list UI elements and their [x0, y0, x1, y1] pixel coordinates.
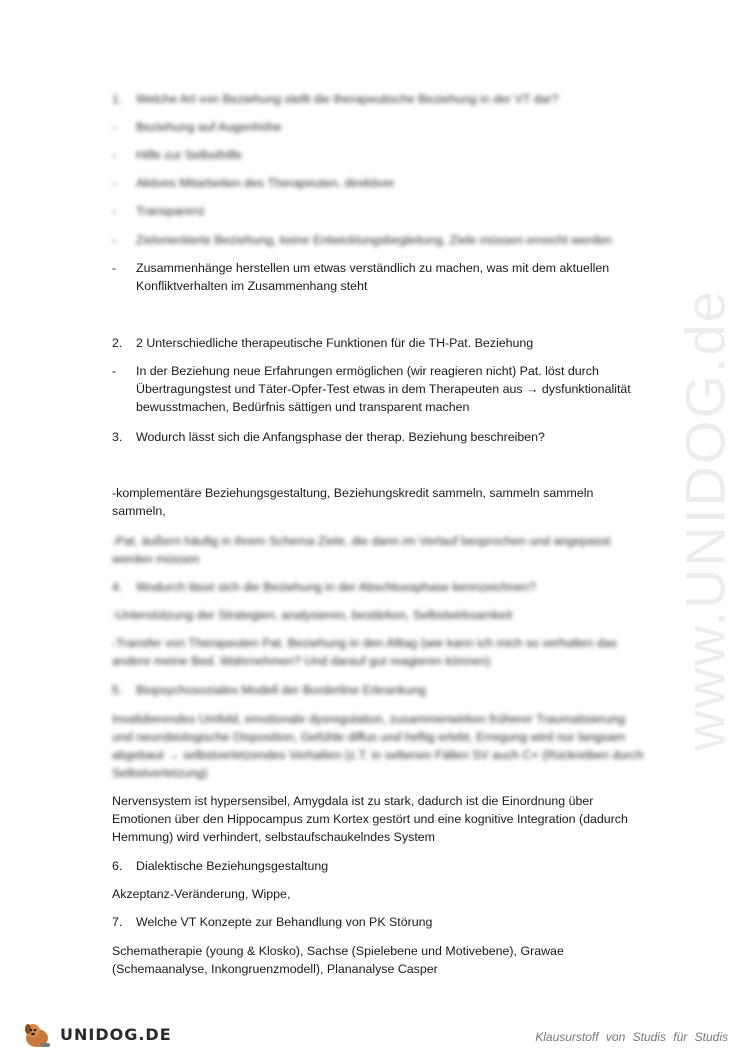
logo-text: UNIDOG.DE [60, 1024, 172, 1044]
answer-4b-line-2: andere meine Bed. Wahrnehmen? Und darauf gut reagieren können) [112, 654, 491, 668]
question-4-number: 4. [112, 580, 123, 594]
answer-6-line-1: Akzeptanz-Veränderung, Wippe, [112, 887, 291, 901]
watermark: www.UNIDOG.de [673, 289, 737, 751]
dog-mascot-icon [20, 1017, 54, 1051]
answer-5-line-4: Selbstverletzung) [112, 766, 208, 780]
question-5-number: 5. [112, 683, 123, 697]
answer-2-line-3: bewusstmachen, Bedürfnis sättigen und transparent machen [136, 400, 470, 414]
answer-1-item-5: Zielorientierte Beziehung, keine Entwicklungsbegleitung, Ziele müssen erreicht werden [136, 233, 612, 247]
bullet-dash: - [112, 176, 117, 190]
answer-7-line-1: Schematherapie (young & Klosko), Sachse (Spielebene und Motivebene), Grawae [112, 944, 564, 958]
answer-4b-line-1: -Transfer von Therapeuten Pat. Beziehung in den Alltag (wie kann ich mich so verhalten das [112, 636, 617, 650]
unidog-logo[interactable] [20, 1016, 172, 1052]
answer-5-line-3: abgebaut → selbstverletzendes Verhalten (z.T. in seltenen Fällen SV auch C+ (Rückreiben durch [112, 748, 644, 762]
answer-4-line-1: -Unterstützung der Strategien, analysieren, bestärken, Selbstwirksamkeit [112, 608, 513, 622]
answer-1-item-1: Beziehung auf Augenhöhe [136, 120, 282, 134]
question-3-number: 3. [112, 430, 123, 444]
bullet-dash: - [112, 261, 117, 275]
question-6-text: Dialektische Beziehungsgestaltung [136, 859, 329, 873]
answer-7-line-2: (Schemaanalyse, Inkongruenzmodell), Plananalyse Casper [112, 962, 438, 976]
question-7-number: 7. [112, 915, 123, 929]
answer-5-line-2: und neurobiologische Disposition, Gefühle diffus und heftig erlebt, Erregung wird nur langsam [112, 730, 625, 744]
answer-1-item-6-line-2: Konfliktverhalten im Zusammenhang steht [136, 279, 368, 293]
answer-1-item-3: Aktives Mitarbeiten des Therapeuten, direktiver [136, 176, 395, 190]
answer-5b-line-1: Nervensystem ist hypersensibel, Amygdala ist zu stark, dadurch ist die Einordnung über [112, 794, 594, 808]
question-1-text: Welche Art von Beziehung stellt die therapeutische Beziehung in der VT dar? [136, 92, 559, 106]
question-5-text: Biopsychosoziales Modell der Borderline Erkrankung [136, 683, 426, 697]
answer-1-item-2: Hilfe zur Selbsthilfe [136, 148, 243, 162]
bullet-dash: - [112, 204, 117, 218]
bullet-dash: - [112, 120, 117, 134]
question-6-number: 6. [112, 859, 123, 873]
answer-2-line-1: In der Beziehung neue Erfahrungen ermöglichen (wir reagieren nicht) Pat. löst durch [136, 364, 599, 378]
question-1-number: 1. [112, 92, 123, 106]
answer-1-item-4: Transparenz [136, 204, 206, 218]
answer-5b-line-3: Hemmung) wird verhindert, selbstaufschaukelndes System [112, 830, 435, 844]
footer-tagline: Klausurstoff von Studis für Studis [535, 1030, 728, 1044]
question-2-text: 2 Unterschiedliche therapeutische Funktionen für die TH-Pat. Beziehung [136, 336, 534, 350]
answer-5-line-1: Invalidierendes Umfeld, emotionale dysregulation, zusammenwirken früherer Traumatisierung [112, 712, 626, 726]
question-2-number: 2. [112, 336, 123, 350]
bullet-dash: - [112, 148, 117, 162]
answer-1-item-6-line-1: Zusammenhänge herstellen um etwas verständlich zu machen, was mit dem aktuellen [136, 261, 610, 275]
answer-3-line-2: sammeln, [112, 504, 166, 518]
bullet-dash: - [112, 233, 117, 247]
question-7-text: Welche VT Konzepte zur Behandlung von PK Störung [136, 915, 433, 929]
answer-3-line-1: -komplementäre Beziehungsgestaltung, Beziehungskredit sammeln, sammeln sammeln [112, 486, 594, 500]
bullet-dash: - [112, 364, 117, 378]
answer-3b-line-2: werden müssen [112, 552, 200, 566]
answer-5b-line-2: Emotionen über den Hippocampus zum Kortex gestört und eine kognitive Integration (dadurch [112, 812, 628, 826]
question-4-text: Wodurch lässt sich die Beziehung in der Abschlussphase kennzeichnen? [136, 580, 536, 594]
answer-3b-line-1: -Pat. äußern häufig in ihrem Schema Ziele, die dann im Verlauf besprochen und angepasst [112, 534, 611, 548]
answer-2-line-2: Übertragungstest und Täter-Opfer-Test etwas in dem Therapeuten aus → dysfunktionalität [136, 382, 631, 396]
question-3-text: Wodurch lässt sich die Anfangsphase der therap. Beziehung beschreiben? [136, 430, 545, 444]
